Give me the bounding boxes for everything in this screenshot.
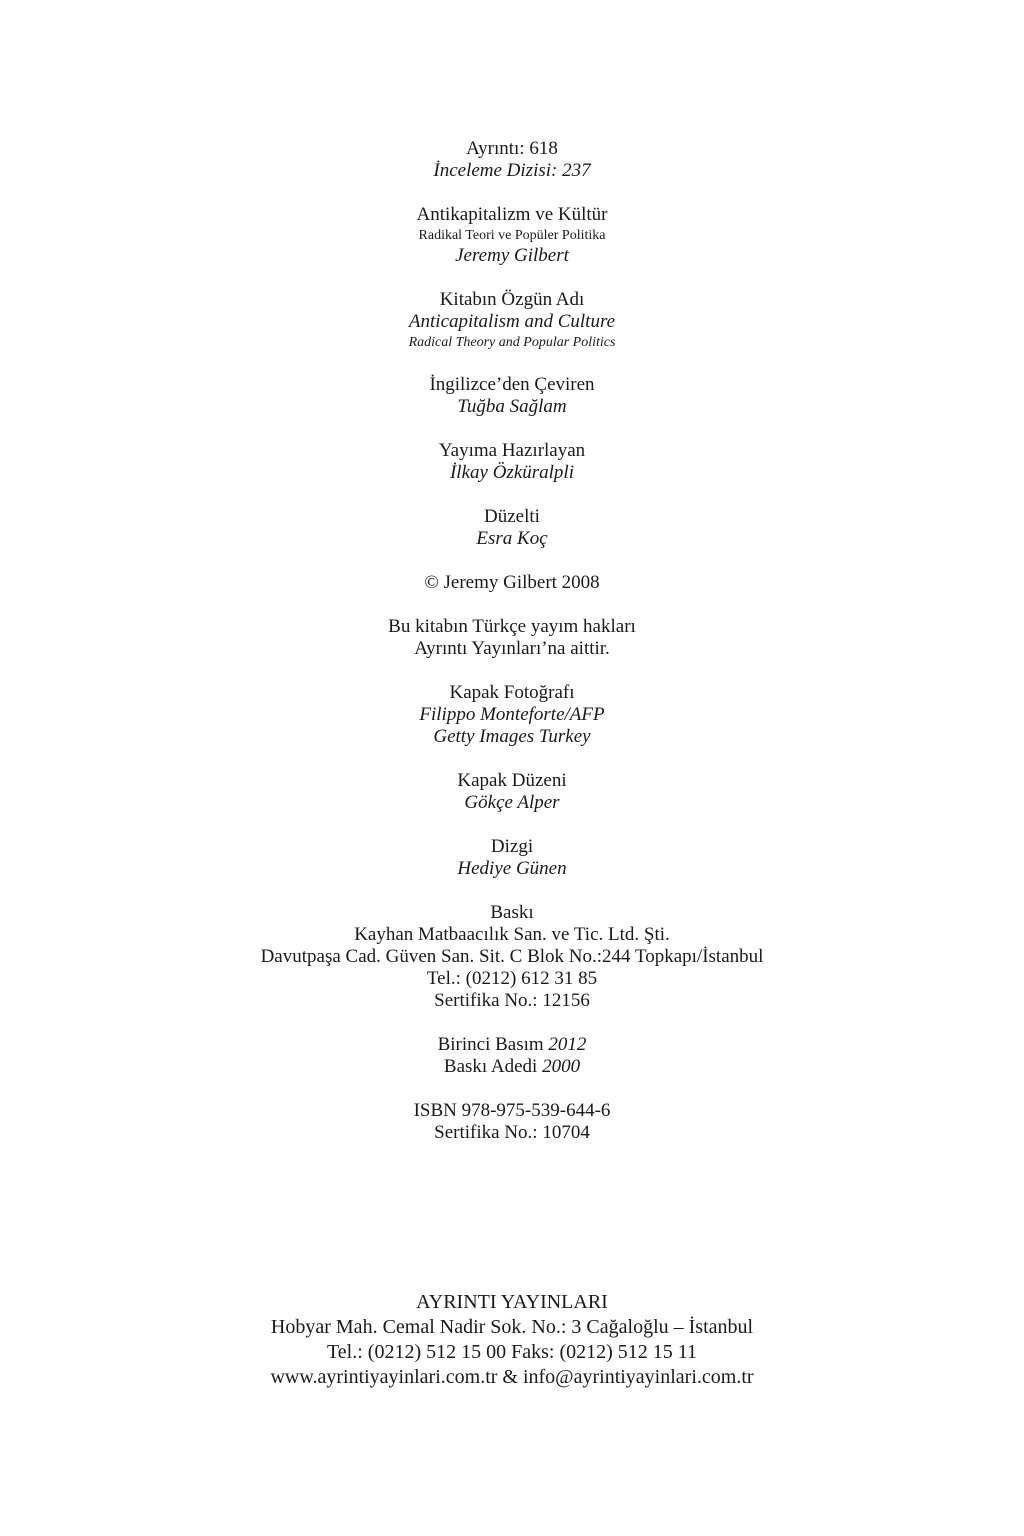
cover-photo-label: Kapak Fotoğrafı [449,682,575,703]
print-run-count: 2000 [542,1056,581,1077]
book-subtitle: Radikal Teori ve Popüler Politika [418,228,606,243]
printing-phone: Tel.: (0212) 612 31 85 [426,968,598,989]
first-edition-year: 2012 [548,1034,587,1055]
original-title: Anticapitalism and Culture [408,311,616,332]
proofreader-label: Düzelti [484,506,540,527]
printing-block [0,902,1024,1012]
typesetting-name: Hediye Günen [457,858,567,879]
printing-address: Davutpaşa Cad. Güven San. Sit. C Blok No.:244 Topkapı/İstanbul [260,946,764,967]
colophon-body [0,138,1024,1166]
typesetting-block [0,836,1024,880]
edition-block [0,1034,1024,1078]
copyright-block [0,572,1024,594]
proofreader-block [0,506,1024,550]
original-title-label: Kitabın Özgün Adı [439,289,585,310]
typesetting-label: Dizgi [490,836,534,857]
isbn-certificate: Sertifika No.: 10704 [434,1122,590,1143]
cover-photo-credit-1: Filippo Monteforte/AFP [419,704,605,725]
cover-design-block [0,770,1024,814]
editor-label: Yayıma Hazırlayan [438,440,586,461]
publisher-contact: Tel.: (0212) 512 15 00 Faks: (0212) 512 15 11 [326,1341,698,1363]
book-title: Antikapitalizm ve Kültür [416,204,608,225]
isbn-block [0,1100,1024,1144]
rights-line-2: Ayrıntı Yayınları’na aittir. [414,638,610,659]
publisher-web: www.ayrintiyayinlari.com.tr & info@ayrintiyayinlari.com.tr [270,1366,754,1388]
printing-certificate: Sertifika No.: 12156 [434,990,590,1011]
series-block [0,138,1024,182]
print-run-label: Baskı Adedi [443,1056,538,1077]
rights-block [0,616,1024,660]
cover-design-label: Kapak Düzeni [457,770,567,791]
cover-photo-block [0,682,1024,748]
book-author: Jeremy Gilbert [455,245,569,266]
printing-label: Baskı [490,902,534,923]
cover-design-name: Gökçe Alper [464,792,560,813]
first-edition-line [0,1034,1024,1056]
editor-block [0,440,1024,484]
printing-company: Kayhan Matbaacılık San. ve Tic. Ltd. Şti. [354,924,670,945]
publisher-block [0,1290,1024,1390]
series-number: Ayrıntı: 618 [466,138,558,159]
print-run-line [0,1056,1024,1078]
subseries-number: İnceleme Dizisi: 237 [433,160,591,181]
editor-name: İlkay Özküralpli [449,462,574,483]
rights-line-1: Bu kitabın Türkçe yayım hakları [388,616,636,637]
first-edition-label: Birinci Basım [437,1034,544,1055]
original-title-block [0,289,1024,352]
publisher-name: AYRINTI YAYINLARI [416,1291,608,1313]
book-block [0,204,1024,267]
publisher-address: Hobyar Mah. Cemal Nadir Sok. No.: 3 Cağaloğlu – İstanbul [270,1316,754,1338]
copyright-notice: © Jeremy Gilbert 2008 [424,572,600,593]
cover-photo-credit-2: Getty Images Turkey [433,726,591,747]
proofreader-name: Esra Koç [476,528,548,549]
isbn-number: ISBN 978-975-539-644-6 [413,1100,611,1121]
original-subtitle: Radical Theory and Popular Politics [408,335,616,350]
translator-block [0,374,1024,418]
translator-name: Tuğba Sağlam [457,396,567,417]
translator-label: İngilizce’den Çeviren [429,374,595,395]
